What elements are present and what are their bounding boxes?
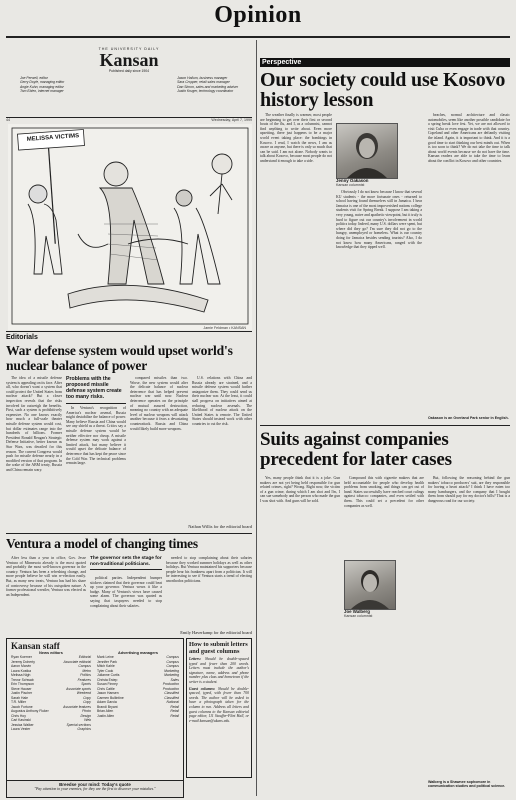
staff-member-name: Erin Thompson [11, 682, 34, 686]
portrait-icon [345, 561, 395, 609]
staff-member-role: Associate sports [66, 686, 91, 691]
staff-title: Kansan staff [11, 641, 60, 651]
ventura-col-1 [6, 556, 86, 634]
staff-member-name: Mark Leine [97, 655, 114, 659]
staff-member-role: Features [77, 677, 91, 682]
news-editors-rows [11, 655, 91, 732]
letters-label: Letters: [189, 657, 202, 661]
staff-member-name: T.R. Miller [11, 700, 27, 704]
perspective-label: Perspective [262, 59, 302, 66]
suits-paragraph: Compound this with cigarette makers that are held accountable for people who develop health problems from smoking, and things can get out of hand. States successfully have reached court rulings against tobacco companies, and even settled with them. This could set a precedent for other companies as well. [344, 476, 424, 508]
staff-member-name: Laura Vester [11, 727, 31, 731]
suits-headline: Suits against companies precedent for later cases [260, 429, 452, 470]
suits-rule [260, 425, 510, 426]
staff-member-name: Adam Garcia [97, 700, 117, 704]
staff-member-name: Brandi Bryant [97, 704, 118, 709]
jenny-footer: Oakason is an Overland Park senior in English. [428, 416, 509, 420]
masthead-staff-right [177, 76, 238, 94]
staff-member-name: Mitch Kahle [97, 664, 115, 668]
masthead [6, 39, 252, 121]
perspective-paragraph: beaches, normal architecture and classic automobiles, seem like another possible candidate for a spring break love fest. Yet, we are not allowed to visit Cuba or even engage in trade with that country. Copeland and other Americans are defiantly visiting the island. Again, it is important to think. And it is a good time to start thinking our best minds out. When is too soon to think? We do not take the time to talk about world events because we do not have the time. Kansan readers are able to take the time to learn about the conflict in Kosovo and other countries. [428, 113, 510, 163]
cartoon-credit: Jamie Feldman • KANSAN [203, 325, 246, 330]
joe-title: Kansan columnist [344, 614, 373, 618]
submit-title: How to submit letters and guest columns [189, 641, 248, 655]
staff-member-role: Campus [166, 664, 179, 668]
staff-member-name: Susan Finney [97, 682, 118, 686]
staff-name: Tom Eblen, internet manager [20, 89, 64, 94]
staff-member-role: Photo [82, 709, 91, 713]
staff-name: Joe Perwell, editor [20, 76, 48, 80]
staff-member-role: Marketing [164, 668, 179, 673]
jenny-name: Jenny Oakason [336, 178, 369, 183]
staff-member-role: Campus [166, 655, 179, 659]
staff-member-role: Sales [170, 677, 179, 682]
ventura-paragraph: After less than a year in office, Gov. Jesse Ventura of Minnesota already is the most quoted and probably the most well-known governor in the country. Ventura has been a refreshing change, and more people believe he will win re-election easily. But, as many new treats, Ventura has had his share of controversy because of his outspoken nature. A former professional wrestler, Ventura was elected as an Independent. [6, 556, 86, 597]
jenny-title: Kansan columnist [336, 183, 365, 187]
quote-title: Breedse your mind: Today's quote [59, 782, 131, 787]
staff-member-name: Steve Hauser [11, 686, 32, 691]
joe-name: Joe Walberg [344, 609, 370, 614]
staff-member-role: Classified [164, 691, 179, 695]
editorials-label: Editorials [6, 334, 38, 341]
staff-member-role: Editorial [78, 655, 91, 659]
editorial-col-1 [6, 376, 62, 530]
suits-col-1 [260, 476, 340, 796]
staff-member-name: Justin Pischer [11, 691, 33, 695]
staff-member-name: Jessica Walker [11, 722, 34, 727]
staff-member-name: Trevor Schwab [11, 677, 34, 682]
suits-col-2b [344, 622, 424, 796]
dateline: Wednesday, April 7, 1999 [211, 118, 252, 122]
perspective-col-3 [428, 113, 510, 415]
staff-member-name: Brian Allen [97, 709, 114, 713]
editorial-paragraph: U.S. relations with China and Russia already are strained, and a missile defense system would further antagonize them. They could send us their nuclear war. At the least, it could stall progress on initiatives aimed at reducing nuclear arsenals. The likelihood of nuclear attack on the United States is remote. The United States should instead work with other countries to cut the risk. [192, 376, 252, 426]
editorial-cartoon [8, 124, 252, 330]
editorial-credit: Nathan Willis for the editorial board [188, 524, 252, 529]
cartoon-sign-text: MELISSA VICTIMS [26, 133, 80, 143]
staff-member-name: Tyler Cook [97, 668, 114, 673]
staff-member-name: Jennifer Park [97, 659, 117, 664]
staff-member-role: Campus [78, 664, 91, 668]
joe-photo [344, 560, 396, 610]
ventura-rule [6, 533, 252, 534]
ventura-col-3 [166, 556, 252, 630]
staff-member-name: Augustus Anthony Fluker [11, 709, 49, 713]
cartoon-drawing [8, 124, 252, 330]
editorial-col-2 [66, 406, 126, 530]
quote-box [7, 780, 183, 797]
ventura-credit: Emily Haverkamp for the editorial board [180, 630, 252, 635]
perspective-col-1b [260, 306, 332, 416]
suits-footer: Walberg is a Shawnee sophomore in communication studies and political science. [428, 780, 506, 789]
staff-member-name: Chris Cattle [97, 686, 115, 691]
staff-row [97, 714, 179, 719]
staff-name: Sara Cropper, retail sales manager [177, 80, 230, 85]
section-title: Opinion [214, 2, 302, 28]
editorials-rule [6, 331, 252, 332]
perspective-col-2 [336, 190, 422, 416]
staff-member-role: Retail [170, 704, 179, 709]
quote-text: "Pay attention to your enemies, for they are the first to discover your mistakes." [34, 787, 156, 791]
staff-name: Jason Hallum, business manager [177, 76, 228, 80]
staff-row [11, 727, 91, 732]
perspective-paragraph: The weather finally is warmer, most people are beginning to get over their first or second bouts of the flu, and I, as a columnist, cannot find anything to write about. Even more upsetting, there just happens to be a major world event taking place: the bombings in Kosovo. I read, I watch the news, I am as aware as anyone, but there is only so much that can be said. I am not alone. Nobody wants to talk about Kosovo, because most people do not understand it enough to take a side. [260, 113, 332, 163]
editorial-paragraph: compared missiles than two. Worse, the new system would alter the delicate balance of nuclear deterrence that has helped prevent nuclear war until now. Nuclear deterrence operates on the principle of mutual assured destruction, meaning no country with an adequate level of nuclear weapons will attack another because it fears a devastating counterattack. Russia and China would likely build more weapons. [130, 376, 188, 431]
staff-member-name: Ryan Koerner [11, 655, 32, 659]
editorial-col-4 [192, 376, 252, 522]
staff-member-role: Sports [81, 682, 91, 686]
staff-member-name: Jacob Fortune [11, 704, 33, 709]
guest-text: Should be double-spaced, typed, with fewer than 700 words. The author will be asked to have a photograph taken for the column to run. Address all letters and guest columns to the Kansan editorial page editor, 111 Stauffer-Flint Hall, or e-mail kansan@ukans.edu. [189, 686, 249, 723]
masthead-established: Published daily since 1904 [108, 69, 150, 73]
ventura-paragraph: needed to stop complaining about their salaries because they worked summer holidays as well as other holidays. But Ventura maintained his supporters because people hear his frankness apart from a politician. It will be interesting to see if Ventura starts a trend of electing unorthodox politicians. [166, 556, 252, 583]
staff-member-role: Associate features [63, 704, 91, 709]
staff-member-role: Associate editorial [63, 659, 91, 664]
staff-name: Angie Kuhn, managing editor [20, 84, 64, 89]
staff-box [6, 638, 184, 798]
advertising-list [97, 651, 179, 732]
staff-member-name: Christa Estep [97, 677, 118, 682]
staff-member-role: Metro [82, 668, 91, 673]
editorial-headline: War defense system would upset world's nuclear balance of power [6, 343, 233, 373]
news-editors-label: News editors [39, 651, 63, 655]
editorial-col-3 [130, 376, 188, 530]
editorial-pullquote: Problems with the proposed missile defense system create too many risks. [66, 376, 126, 404]
suits-paragraph: Yes, many people think that it is a joke. Gun makers are not yet being held responsible for gun related crimes, right? Wrong. Right now, the victim of a gun crime, during which I am shot and I'm, I can sue somebody and the person who made the gun I was shot with. And guns will be sold. [260, 476, 340, 503]
staff-member-name: Laura Kostka [11, 668, 31, 673]
ventura-col-2 [90, 576, 162, 634]
staff-member-role: Retail [170, 709, 179, 713]
perspective-paragraph: Obviously I do not know because I know that several KU students - the more fortunate ones - returned to school having found themselves still in Jamaica. I hear Jamaica is one of the most impoverished nations college students visit for Spring Break. I suppose I am taking a very young, naive and apathetic viewpoint, but it truly is hard to figure out our country's involvement in world politics today. Indeed, many U.S. dollars were spent, but where did they go? I'm sure they did not go to the hungry, unemployed or homeless. What is our country doing for Jamaica besides sending tourists? Also, I do not know how many Americans, ranged with the knowledge that they tipped well. [336, 190, 422, 250]
page-number: 44 [6, 118, 10, 122]
staff-member-role: Copy [83, 695, 91, 700]
staff-member-role: Special sections [66, 722, 91, 727]
staff-member-role: Marketing [164, 673, 179, 677]
staff-member-name: Chris Hoy [11, 713, 26, 718]
staff-name: Justin Kruger, technology coordinator [177, 89, 234, 94]
staff-member-name: Aaron Marvin [11, 664, 32, 668]
staff-name: Dan Simon, sales and marketing adviser [177, 84, 238, 89]
staff-member-role: Design [80, 713, 91, 718]
portrait-icon [337, 124, 397, 178]
staff-member-name: Justin Allen [97, 713, 115, 718]
perspective-headline: Our society could use Kosovo history lesson [260, 69, 506, 111]
staff-member-role: Campus [166, 659, 179, 664]
staff-member-role: Weekend [76, 691, 91, 695]
guest-label: Guest columns: [189, 686, 216, 691]
staff-member-role: Production [162, 686, 179, 691]
header-rule [6, 36, 510, 38]
ventura-pullquote: The governor sets the stage for non-traditional politicians. [90, 556, 162, 570]
letters-text: Should be double-spaced typed and fewer than 200 words. Letters must include the author's signature, name, address and phone number plus class and hometown if the writer is a student. [189, 657, 249, 684]
staff-member-name: Julianne Curtis [97, 673, 120, 677]
advertising-rows [97, 655, 179, 718]
staff-member-name: Jason Hansen [97, 691, 119, 695]
masthead-tagline: THE UNIVERSITY DAILY [98, 47, 160, 51]
jenny-photo [336, 123, 398, 179]
staff-member-name: Sarah Hale [11, 695, 28, 700]
masthead-name: Kansan [99, 50, 159, 70]
center-divider [256, 40, 257, 796]
news-editors-list [11, 651, 91, 732]
editorial-paragraph: The idea of a missile defense system is appealing on its face. After all, who doesn't want a system that could protect the United States from nuclear attack? But a closer inspection reveals that the risks involved far outweigh the benefits. First, such a system is prohibitively expensive. No one knows exactly how much a full-scale theater missile defense system would cost, but dollar estimates range into the hundreds of billions. Former President Ronald Reagan's Strategic Defense Initiative, better known as Star Wars, was derailed for this reason. The current Congress would push for missile defense nearly in a modified version of that program. In the wake of the ABM treaty, Russia and China remain wary. [6, 376, 62, 472]
staff-member-role: Politics [80, 673, 91, 677]
staff-member-role: Web [84, 718, 91, 722]
staff-member-role: National [166, 700, 179, 704]
staff-member-role: Graphics [77, 727, 91, 731]
staff-name: Gerry Doyle, managing editor [20, 80, 65, 85]
staff-member-name: Carmen Bullintine [97, 695, 124, 700]
staff-member-role: Copy [83, 700, 91, 704]
editorial-paragraph: In Ventura's recognition of America's nuclear arsenal, Russia might destabilize the balance of power. Many believe Russia and China would see any shield as a threat. Critics say a missile defense system would be neither effective nor cheap. A missile defense system may work against a limited attack, but many believe it would upset the delicate balance of deterrence that has kept the peace since the Cold War. The technical problems remain large. [66, 406, 126, 466]
ventura-headline: Ventura a model of changing times [6, 536, 198, 551]
suits-col-2 [344, 476, 424, 558]
submit-box [186, 638, 252, 778]
suits-paragraph: But, following the reasoning behind the gun makers' tobacco producers' suit, are they responsible for having a heart attack? I think I have eaten too many hamburgers, and the company that I bought them from should pay for my doctor's bills? That is a dangerous road for our society. [428, 476, 510, 503]
masthead-staff-left [20, 76, 64, 94]
perspective-col-1 [260, 113, 332, 303]
staff-member-name: Melissa Nigh [11, 673, 31, 677]
staff-member-role: Classified [164, 695, 179, 700]
staff-member-role: Production [162, 682, 179, 686]
advertising-label: Advertising managers [118, 651, 158, 655]
staff-member-name: Carl Kasinski [11, 718, 31, 722]
staff-member-name: Jeremy Doherty [11, 659, 35, 664]
staff-member-role: Retail [170, 713, 179, 718]
ventura-paragraph: political parties. Independent bumper stickers claimed that their governor could beat up your governor. Ventura wears it like a badge. Many of Ventura's views have caused some alarm. The governor was quoted as saying that taxpayers needed to stop complaining about their salaries. [90, 576, 162, 608]
suits-col-3 [428, 476, 510, 776]
